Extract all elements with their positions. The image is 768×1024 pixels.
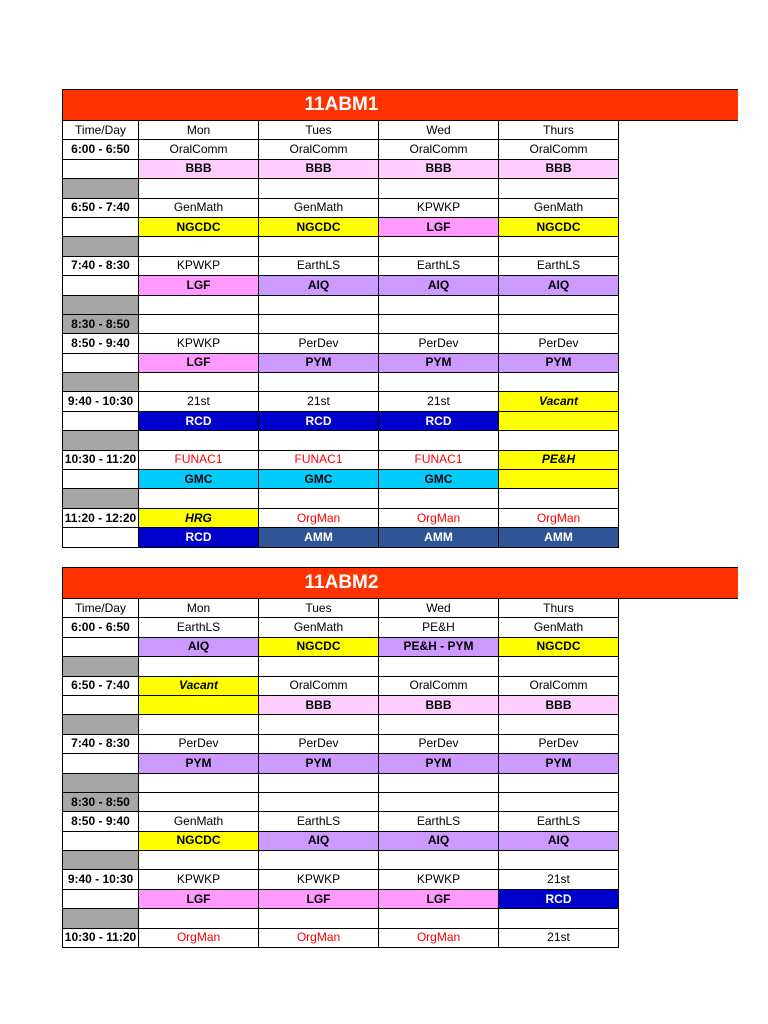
teacher-cell: PYM: [379, 353, 499, 372]
subject-cell: PerDev: [379, 734, 499, 753]
subject-cell: FUNAC1: [139, 450, 259, 469]
time-slot-cell: [63, 217, 139, 236]
empty-cell: [139, 237, 259, 256]
empty-cell: [139, 431, 259, 450]
time-slot-cell: [63, 159, 139, 178]
subject-cell: EarthLS: [379, 812, 499, 831]
header-cell-day: Wed: [379, 599, 499, 618]
teacher-cell: GMC: [139, 470, 259, 489]
teacher-cell: PE&H - PYM: [379, 637, 499, 656]
subject-cell: [139, 792, 259, 811]
time-slot-cell: [63, 237, 139, 256]
empty-cell: [259, 295, 379, 314]
subject-cell: Vacant: [139, 676, 259, 695]
subject-cell: EarthLS: [259, 812, 379, 831]
time-slot-cell: 8:30 - 8:50: [63, 314, 139, 333]
break-row: [63, 909, 619, 928]
table-row: [63, 831, 619, 850]
header-cell-time-day: Time/Day: [63, 599, 139, 618]
table-row: [63, 676, 619, 695]
teacher-cell: AMM: [499, 528, 619, 547]
table-row: [63, 792, 619, 811]
header-cell-time-day: Time/Day: [63, 121, 139, 140]
subject-cell: [379, 792, 499, 811]
header-cell-day: Mon: [139, 599, 259, 618]
time-slot-cell: 7:40 - 8:30: [63, 256, 139, 275]
subject-cell: [259, 314, 379, 333]
subject-cell: OralComm: [379, 140, 499, 159]
table-row: [63, 618, 619, 637]
time-slot-cell: [63, 353, 139, 372]
empty-cell: [499, 715, 619, 734]
subject-cell: Vacant: [499, 392, 619, 411]
empty-cell: [499, 237, 619, 256]
timetable: [62, 598, 619, 948]
time-slot-cell: 10:30 - 11:20: [63, 928, 139, 947]
teacher-cell: BBB: [499, 159, 619, 178]
teacher-cell: AIQ: [379, 276, 499, 295]
teacher-cell: RCD: [499, 889, 619, 908]
teacher-cell: LGF: [139, 889, 259, 908]
subject-cell: KPWKP: [259, 870, 379, 889]
subject-cell: OralComm: [259, 676, 379, 695]
time-slot-cell: [63, 657, 139, 676]
table-row: [63, 734, 619, 753]
subject-cell: PerDev: [499, 734, 619, 753]
teacher-cell: GMC: [259, 470, 379, 489]
subject-cell: KPWKP: [379, 198, 499, 217]
subject-cell: KPWKP: [139, 870, 259, 889]
teacher-cell: PYM: [259, 754, 379, 773]
teacher-cell: BBB: [259, 159, 379, 178]
time-slot-cell: [63, 528, 139, 547]
subject-cell: EarthLS: [259, 256, 379, 275]
time-slot-cell: [63, 179, 139, 198]
subject-cell: GenMath: [259, 198, 379, 217]
subject-cell: PerDev: [139, 734, 259, 753]
subject-cell: OralComm: [139, 140, 259, 159]
time-slot-cell: [63, 773, 139, 792]
time-slot-cell: 7:40 - 8:30: [63, 734, 139, 753]
teacher-cell: PYM: [499, 754, 619, 773]
header-cell-day: Wed: [379, 121, 499, 140]
subject-cell: OralComm: [259, 140, 379, 159]
empty-cell: [259, 773, 379, 792]
empty-cell: [139, 909, 259, 928]
subject-cell: [139, 314, 259, 333]
table-row: [63, 217, 619, 236]
teacher-cell: RCD: [139, 528, 259, 547]
subject-cell: OralComm: [379, 676, 499, 695]
empty-cell: [379, 715, 499, 734]
subject-cell: 21st: [499, 870, 619, 889]
empty-cell: [499, 657, 619, 676]
subject-cell: OralComm: [499, 140, 619, 159]
empty-cell: [139, 773, 259, 792]
subject-cell: 21st: [499, 928, 619, 947]
table-row: [63, 140, 619, 159]
time-slot-cell: [63, 851, 139, 870]
subject-cell: OrgMan: [379, 508, 499, 527]
teacher-cell: NGCDC: [499, 637, 619, 656]
subject-cell: GenMath: [259, 618, 379, 637]
subject-cell: PE&H: [499, 450, 619, 469]
break-row: [63, 489, 619, 508]
header-cell-day: Thurs: [499, 599, 619, 618]
table-row: [63, 411, 619, 430]
empty-cell: [379, 909, 499, 928]
table-row: [63, 159, 619, 178]
teacher-cell: PYM: [259, 353, 379, 372]
teacher-cell: RCD: [379, 411, 499, 430]
header-cell-day: Mon: [139, 121, 259, 140]
table-row: [63, 754, 619, 773]
subject-cell: OrgMan: [259, 928, 379, 947]
empty-cell: [379, 295, 499, 314]
empty-cell: [139, 657, 259, 676]
table-row: [63, 276, 619, 295]
time-slot-cell: [63, 470, 139, 489]
header-row: [63, 121, 619, 140]
table-row: [63, 695, 619, 714]
subject-cell: EarthLS: [499, 812, 619, 831]
time-slot-cell: 8:30 - 8:50: [63, 792, 139, 811]
empty-cell: [259, 909, 379, 928]
empty-cell: [499, 773, 619, 792]
empty-cell: [379, 179, 499, 198]
teacher-cell: LGF: [259, 889, 379, 908]
empty-cell: [379, 237, 499, 256]
teacher-cell: AIQ: [499, 276, 619, 295]
teacher-cell: NGCDC: [259, 637, 379, 656]
subject-cell: [379, 314, 499, 333]
teacher-cell: GMC: [379, 470, 499, 489]
empty-cell: [259, 431, 379, 450]
empty-cell: [259, 489, 379, 508]
empty-cell: [139, 489, 259, 508]
subject-cell: OrgMan: [379, 928, 499, 947]
empty-cell: [139, 373, 259, 392]
teacher-cell: BBB: [379, 159, 499, 178]
teacher-cell: LGF: [379, 217, 499, 236]
table-row: [63, 450, 619, 469]
subject-cell: PerDev: [259, 334, 379, 353]
teacher-cell: NGCDC: [139, 217, 259, 236]
subject-cell: PE&H: [379, 618, 499, 637]
time-slot-cell: 8:50 - 9:40: [63, 334, 139, 353]
break-row: [63, 431, 619, 450]
header-row: [63, 599, 619, 618]
empty-cell: [259, 373, 379, 392]
timetable: [62, 120, 619, 548]
time-slot-cell: [63, 411, 139, 430]
subject-cell: [259, 792, 379, 811]
empty-cell: [259, 237, 379, 256]
table-row: [63, 334, 619, 353]
header-cell-day: Tues: [259, 599, 379, 618]
time-slot-cell: [63, 889, 139, 908]
teacher-cell: AIQ: [499, 831, 619, 850]
subject-cell: KPWKP: [379, 870, 499, 889]
subject-cell: KPWKP: [139, 334, 259, 353]
time-slot-cell: [63, 431, 139, 450]
time-slot-cell: 6:50 - 7:40: [63, 198, 139, 217]
subject-cell: PerDev: [259, 734, 379, 753]
time-slot-cell: 9:40 - 10:30: [63, 870, 139, 889]
teacher-cell: PYM: [499, 353, 619, 372]
subject-cell: EarthLS: [499, 256, 619, 275]
table-row: [63, 256, 619, 275]
subject-cell: OrgMan: [259, 508, 379, 527]
subject-cell: PerDev: [499, 334, 619, 353]
break-row: [63, 851, 619, 870]
teacher-cell: NGCDC: [259, 217, 379, 236]
teacher-cell: AMM: [259, 528, 379, 547]
time-slot-cell: 6:00 - 6:50: [63, 618, 139, 637]
table-row: [63, 314, 619, 333]
teacher-cell: BBB: [259, 695, 379, 714]
empty-cell: [139, 851, 259, 870]
subject-cell: GenMath: [139, 198, 259, 217]
teacher-cell: LGF: [139, 276, 259, 295]
table-row: [63, 508, 619, 527]
table-row: [63, 870, 619, 889]
teacher-cell: NGCDC: [499, 217, 619, 236]
empty-cell: [139, 715, 259, 734]
empty-cell: [499, 179, 619, 198]
teacher-cell: BBB: [379, 695, 499, 714]
break-row: [63, 373, 619, 392]
time-slot-cell: 11:20 - 12:20: [63, 508, 139, 527]
teacher-cell: AIQ: [259, 276, 379, 295]
subject-cell: GenMath: [499, 198, 619, 217]
table-row: [63, 928, 619, 947]
teacher-cell: BBB: [499, 695, 619, 714]
subject-cell: 21st: [379, 392, 499, 411]
section-title-banner: [62, 567, 738, 599]
empty-cell: [259, 179, 379, 198]
empty-cell: [259, 851, 379, 870]
subject-cell: PerDev: [379, 334, 499, 353]
empty-cell: [499, 909, 619, 928]
empty-cell: [379, 773, 499, 792]
table-row: [63, 198, 619, 217]
teacher-cell: AMM: [379, 528, 499, 547]
time-slot-cell: [63, 637, 139, 656]
break-row: [63, 237, 619, 256]
empty-cell: [379, 489, 499, 508]
subject-cell: OrgMan: [499, 508, 619, 527]
header-cell-day: Thurs: [499, 121, 619, 140]
table-row: [63, 392, 619, 411]
break-row: [63, 179, 619, 198]
time-slot-cell: [63, 831, 139, 850]
subject-cell: OralComm: [499, 676, 619, 695]
empty-cell: [379, 851, 499, 870]
empty-cell: [499, 489, 619, 508]
subject-cell: OrgMan: [139, 928, 259, 947]
empty-cell: [379, 431, 499, 450]
teacher-cell: LGF: [379, 889, 499, 908]
subject-cell: GenMath: [499, 618, 619, 637]
subject-cell: [499, 411, 619, 430]
empty-cell: [259, 715, 379, 734]
table-row: [63, 470, 619, 489]
table-row: [63, 528, 619, 547]
subject-cell: EarthLS: [139, 618, 259, 637]
teacher-cell: AIQ: [139, 637, 259, 656]
time-slot-cell: [63, 715, 139, 734]
time-slot-cell: [63, 276, 139, 295]
teacher-cell: AIQ: [379, 831, 499, 850]
time-slot-cell: [63, 909, 139, 928]
time-slot-cell: [63, 295, 139, 314]
subject-cell: [139, 695, 259, 714]
teacher-cell: PYM: [379, 754, 499, 773]
empty-cell: [139, 179, 259, 198]
break-row: [63, 773, 619, 792]
empty-cell: [499, 373, 619, 392]
header-cell-day: Tues: [259, 121, 379, 140]
subject-cell: EarthLS: [379, 256, 499, 275]
time-slot-cell: 10:30 - 11:20: [63, 450, 139, 469]
section-title: 11ABM2: [304, 572, 379, 593]
empty-cell: [379, 657, 499, 676]
table-row: [63, 889, 619, 908]
subject-cell: 21st: [259, 392, 379, 411]
empty-cell: [499, 295, 619, 314]
subject-cell: 21st: [139, 392, 259, 411]
subject-cell: [499, 792, 619, 811]
break-row: [63, 295, 619, 314]
teacher-cell: RCD: [139, 411, 259, 430]
time-slot-cell: [63, 695, 139, 714]
break-row: [63, 715, 619, 734]
empty-cell: [379, 373, 499, 392]
empty-cell: [139, 295, 259, 314]
subject-cell: HRG: [139, 508, 259, 527]
subject-cell: KPWKP: [139, 256, 259, 275]
teacher-cell: NGCDC: [139, 831, 259, 850]
teacher-cell: PYM: [139, 754, 259, 773]
subject-cell: FUNAC1: [379, 450, 499, 469]
time-slot-cell: 9:40 - 10:30: [63, 392, 139, 411]
subject-cell: [499, 314, 619, 333]
subject-cell: GenMath: [139, 812, 259, 831]
time-slot-cell: [63, 373, 139, 392]
teacher-cell: LGF: [139, 353, 259, 372]
section-title-banner: [62, 89, 738, 121]
subject-cell: [499, 470, 619, 489]
teacher-cell: RCD: [259, 411, 379, 430]
teacher-cell: BBB: [139, 159, 259, 178]
table-row: [63, 812, 619, 831]
break-row: [63, 657, 619, 676]
time-slot-cell: 6:00 - 6:50: [63, 140, 139, 159]
section-title: 11ABM1: [304, 94, 379, 115]
time-slot-cell: [63, 489, 139, 508]
empty-cell: [499, 431, 619, 450]
time-slot-cell: 8:50 - 9:40: [63, 812, 139, 831]
teacher-cell: AIQ: [259, 831, 379, 850]
time-slot-cell: 6:50 - 7:40: [63, 676, 139, 695]
table-row: [63, 637, 619, 656]
table-row: [63, 353, 619, 372]
time-slot-cell: [63, 754, 139, 773]
subject-cell: FUNAC1: [259, 450, 379, 469]
empty-cell: [499, 851, 619, 870]
empty-cell: [259, 657, 379, 676]
